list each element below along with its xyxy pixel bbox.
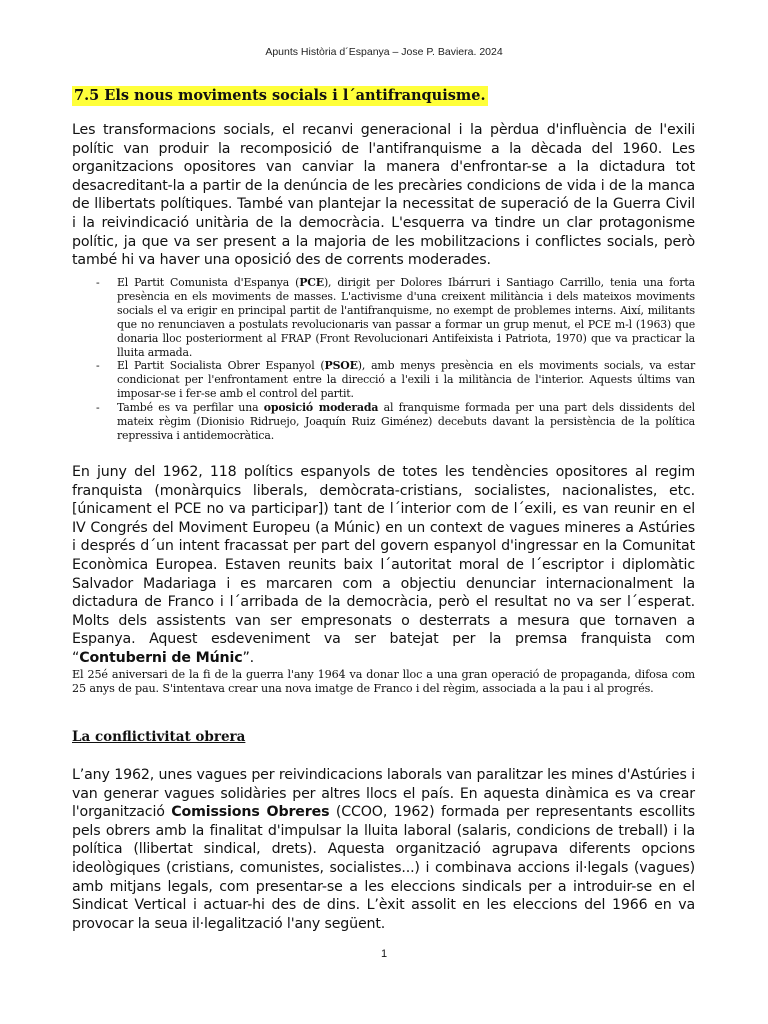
labor-text-end: (CCOO, 1962) formada per representants escollits pels obrers amb la finalitat d'impulsar la lluita laboral (salaris, condicions de treball) i la política (llibertat sindical, drets). Aquesta organització agrupava diferents opcions ideològiques (cristians, comunistes, socialistes...) i combinava accions il·legals (vagues) amb mitjans legals, com presentar-se a les eleccions sindicals per a introduir-se en el Sindicat Vertical i actuar-hi des de dins. L’èxit assolit en les eleccions del 1966 en va provocar la seua il·legalització l'any següent. bbox=[72, 804, 695, 932]
list-item-bold: oposició moderada bbox=[263, 401, 379, 415]
list-dash: - bbox=[96, 359, 100, 373]
peace-paragraph: El 25é aniversari de la fi de la guerra l'any 1964 va donar lloc a una gran operació de propaganda, difosa com 25 anys de pau. S'intentava crear una nova imatge de Franco i del règim, associada a la pau i al progrés. bbox=[72, 668, 695, 695]
list-item-text: El Partit Socialista Obrer Espanyol ( bbox=[117, 359, 325, 373]
subheading-labor: La conflictivitat obrera bbox=[72, 729, 246, 745]
page-number: 1 bbox=[380, 948, 388, 960]
list-item-text: ), dirigit per Dolores Ibárruri i Santiago Carrillo, tenia una forta presència en els moviments de masses. L'activisme d'una creixent militància i dels mateixos moviments socials el va erigir en principal partit de l'antifranquisme, no exempt de problemes interns. Així, militants que no renunciaven a postulats revolucionaris van passar a formar un grup menut, el PCE m-l (1963) que donaria lloc posteriorment al FRAP (Front Revolucionari Antifeixista i Patriota, 1970) que va practicar la lluita armada. bbox=[117, 276, 695, 359]
list-item-bold: PSOE bbox=[324, 359, 358, 373]
list-item-text: El Partit Comunista d'Espanya ( bbox=[117, 276, 300, 289]
labor-paragraph bbox=[72, 766, 695, 933]
list-item-text: També es va perfilar una bbox=[117, 401, 264, 415]
list-item-pce bbox=[72, 276, 695, 359]
list-item-psoe bbox=[72, 359, 695, 401]
munich-text-end: ”. bbox=[242, 649, 255, 666]
list-dash: - bbox=[96, 276, 100, 289]
munich-paragraph bbox=[72, 463, 695, 668]
labor-bold: Comissions Obreres bbox=[171, 804, 330, 821]
opposition-list bbox=[72, 276, 695, 443]
list-item-text: al franquisme formada per una part dels dissidents del mateix règim (Dionisio Ridruejo, Joaquín Ruiz Giménez) decebuts davant la persistència de la política repressiva i antidemocràtica. bbox=[117, 401, 696, 442]
munich-bold: Contuberni de Múnic bbox=[79, 649, 243, 666]
labor-text: L’any 1962, unes vagues per reivindicacions laborals van paralitzar les mines d'Astúries i van generar vagues solidàries per altres llocs el país. En aquesta dinàmica es va crear l'organització bbox=[72, 767, 695, 821]
section-title: 7.5 Els nous moviments socials i l´antifranquisme. bbox=[74, 87, 486, 104]
munich-text: En juny del 1962, 118 polítics espanyols de totes les tendències opositores al regim franquista (monàrquics liberals, demòcrata-cristians, socialistes, nacionalistes, etc. [únicament el PCE no va participar]) tant de l´interior com de l´exili, es van reunir en el IV Congrés del Moviment Europeu (a Múnic) en un context de vagues mineres a Astúries i després d´un intent fracassat per part del govern espanyol d'ingressar en la Comunitat Econòmica Europea. Estaven reunits baix l´autoritat moral de l´escriptor i diplomàtic Salvador Madariaga i es marcaren com a objectiu denunciar internacionalment la dictadura de Franco i l´arribada de la democràcia, però el resultat no va ser l´esperat. Molts dels assistents van ser empresonats o desterrats a mesura que tornaven a Espanya. Aquest esdeveniment va ser batejat per la premsa franquista com “ bbox=[72, 464, 695, 666]
intro-paragraph: Les transformacions socials, el recanvi generacional i la pèrdua d'influència de l'exili polític van produir la recomposició de l'antifranquisme a la dècada del 1960. Les organitzacions opositores van canviar la manera d'enfrontar-se a la dictadura tot desacreditant-la a partir de la denúncia de les precàries condicions de vida i de la manca de llibertats polítiques. També van plantejar la necessitat de superació de la Guerra Civil i la reivindicació unitària de la democràcia. L'esquerra va tindre un clar protagonisme polític, ja que va ser present a la majoria de les mobilitzacions i conflictes socials, però també hi va haver una oposició des de corrents moderades. bbox=[72, 122, 695, 269]
list-dash: - bbox=[96, 401, 100, 415]
running-header: Apunts Història d´Espanya – Jose P. Baviera. 2024 bbox=[265, 46, 503, 58]
list-item-moderate-opposition bbox=[72, 401, 695, 443]
list-item-bold: PCE bbox=[299, 276, 324, 289]
list-item-text: ), amb menys presència en els moviments socials, va estar condicionat per l'enfrontament entre la direcció a l'exili i la militància de l'interior. Aquests últims van imposar-se i fer-se amb el control del partit. bbox=[117, 359, 696, 401]
